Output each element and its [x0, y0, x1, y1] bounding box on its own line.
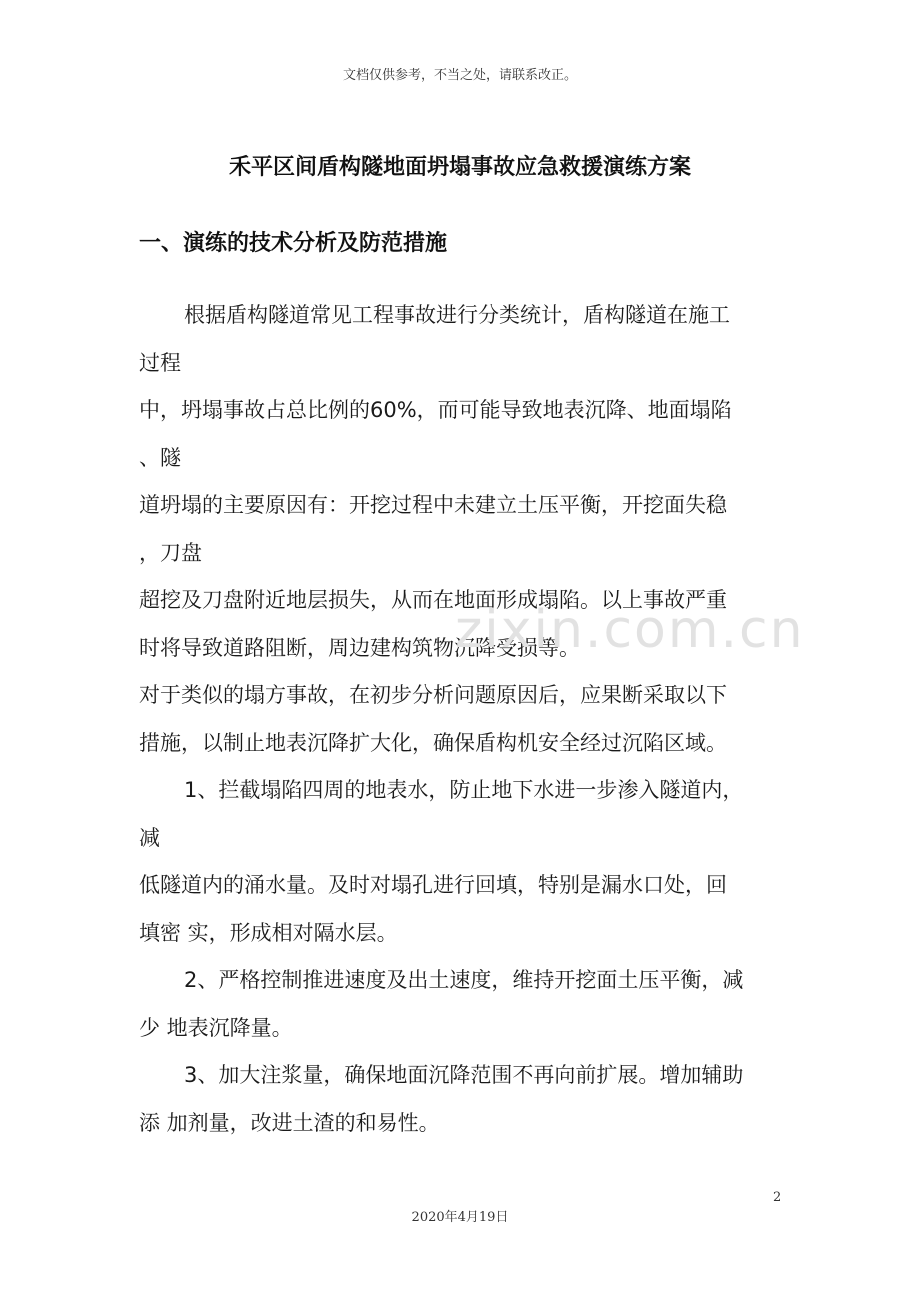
paragraph-line: ，刀盘 — [139, 540, 202, 565]
paragraph-line: 减 — [139, 825, 160, 850]
paragraph-line: 1、拦截塌陷四周的地表水，防止地下水进一步渗入隧道内， — [184, 778, 744, 802]
page-number: 2 — [773, 1190, 782, 1205]
body-text — [139, 292, 784, 1147]
paragraph-line: 过程 — [139, 350, 181, 375]
paragraph-line: 根据盾构隧道常见工程事故进行分类统计，盾构隧道在施工 — [184, 303, 730, 327]
paragraph-line: 中，坍塌事故占总比例的60%，而可能导致地表沉降、地面塌陷 — [139, 398, 732, 422]
section-heading: 一、演练的技术分析及防范措施 — [139, 231, 448, 256]
watermark: zixin.com.cn — [455, 600, 805, 660]
paragraph-line: 道坍塌的主要原因有：开挖过程中未建立土压平衡，开挖面失稳 — [139, 493, 727, 517]
paragraph-line: 措施，以制止地表沉降扩大化，确保盾构机安全经过沉陷区域。 — [139, 730, 727, 755]
paragraph-line: 时将导致道路阻断，周边建构筑物沉降受损等。 — [139, 635, 580, 660]
paragraph-line: 填密 实，形成相对隔水层。 — [139, 920, 398, 945]
document-title: 禾平区间盾构隧地面坍塌事故应急救援演练方案 — [228, 155, 691, 180]
paragraph-line: 超挖及刀盘附近地层损失，从而在地面形成塌陷。以上事故严重 — [139, 588, 727, 612]
paragraph-line: 、隧 — [139, 445, 181, 470]
paragraph-line: 对于类似的塌方事故，在初步分析问题原因后，应果断采取以下 — [139, 683, 727, 707]
paragraph-line: 添 加剂量，改进土渣的和易性。 — [139, 1110, 440, 1135]
footer-date: 2020年4月19日 — [411, 1210, 509, 1225]
paragraph-line: 低隧道内的涌水量。及时对塌孔进行回填，特别是漏水口处，回 — [139, 873, 727, 897]
paragraph-line: 2、严格控制推进速度及出土速度，维持开挖面土压平衡，减 — [184, 968, 744, 992]
paragraph-line: 少 地表沉降量。 — [139, 1015, 293, 1040]
paragraph-line: 3、加大注浆量，确保地面沉降范围不再向前扩展。增加辅助 — [184, 1063, 744, 1087]
header-note: 文档仅供参考，不当之处，请联系改正。 — [342, 68, 577, 83]
